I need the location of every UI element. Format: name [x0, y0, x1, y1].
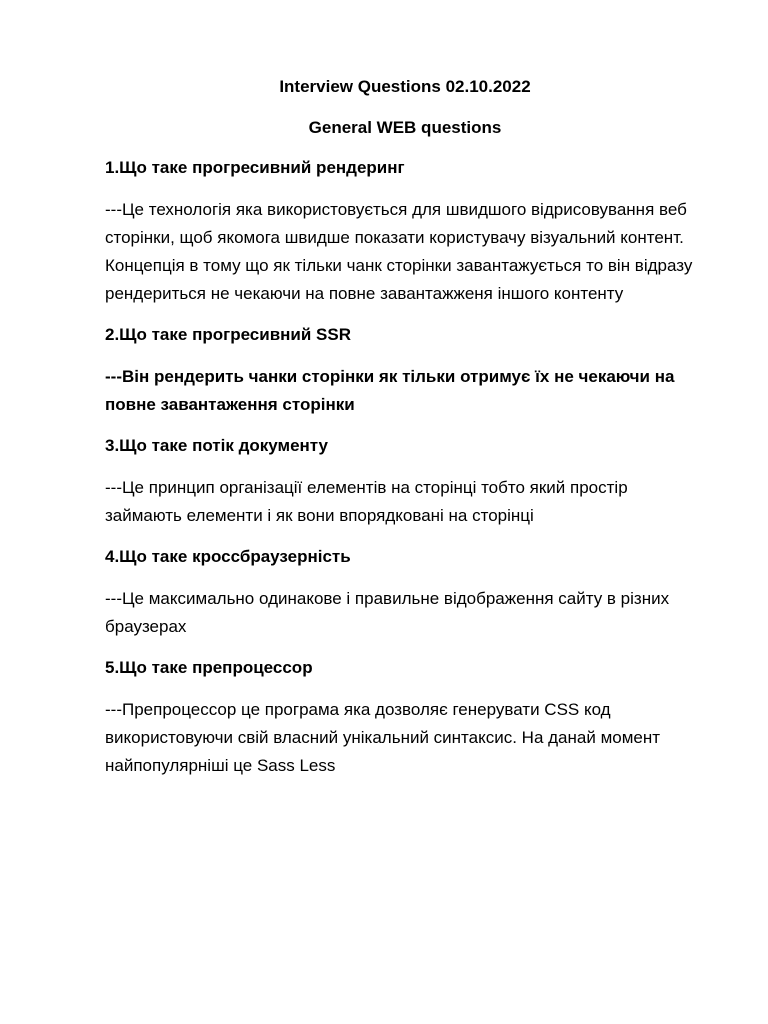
question-1: 1.Що таке прогресивний рендеринг — [105, 158, 405, 177]
question-3: 3.Що таке потік документу — [105, 436, 329, 455]
question-2: 2.Що таке прогресивний SSR — [105, 325, 352, 344]
answer-5: ---Препроцессор це програма яка дозволяє генерувати CSS код використовуючи свій власний унікальний синтаксис. На данай момент найпопулярніші це Sass Less — [105, 700, 661, 775]
answer-4: ---Це максимально одинакове і правильне відображення сайту в різних браузерах — [105, 589, 670, 636]
answer-3: ---Це принцип організації елементів на сторінці тобто який простір займають елементи і як вони впорядковані на сторінці — [105, 478, 628, 525]
document-body — [105, 74, 705, 794]
question-5: 5.Що таке препроцессор — [105, 658, 313, 677]
question-4: 4.Що таке кроссбраузерність — [105, 547, 351, 566]
answer-2: ---Він рендерить чанки сторінки як тільки отримує їх не чекаючи на повне завантаження сторінки — [105, 367, 675, 414]
answer-1: ---Це технологія яка використовується для швидшого відрисовування веб сторінки, щоб якомога швидше показати користувачу візуальний контент. Концепція в тому що як тільки чанк сторінки завантажується то він відразу рендериться не чекаючи на повне завантажженя іншого контенту — [105, 200, 693, 303]
document-title: Interview Questions 02.10.2022 — [279, 77, 531, 96]
document-subtitle: General WEB questions — [308, 118, 502, 137]
